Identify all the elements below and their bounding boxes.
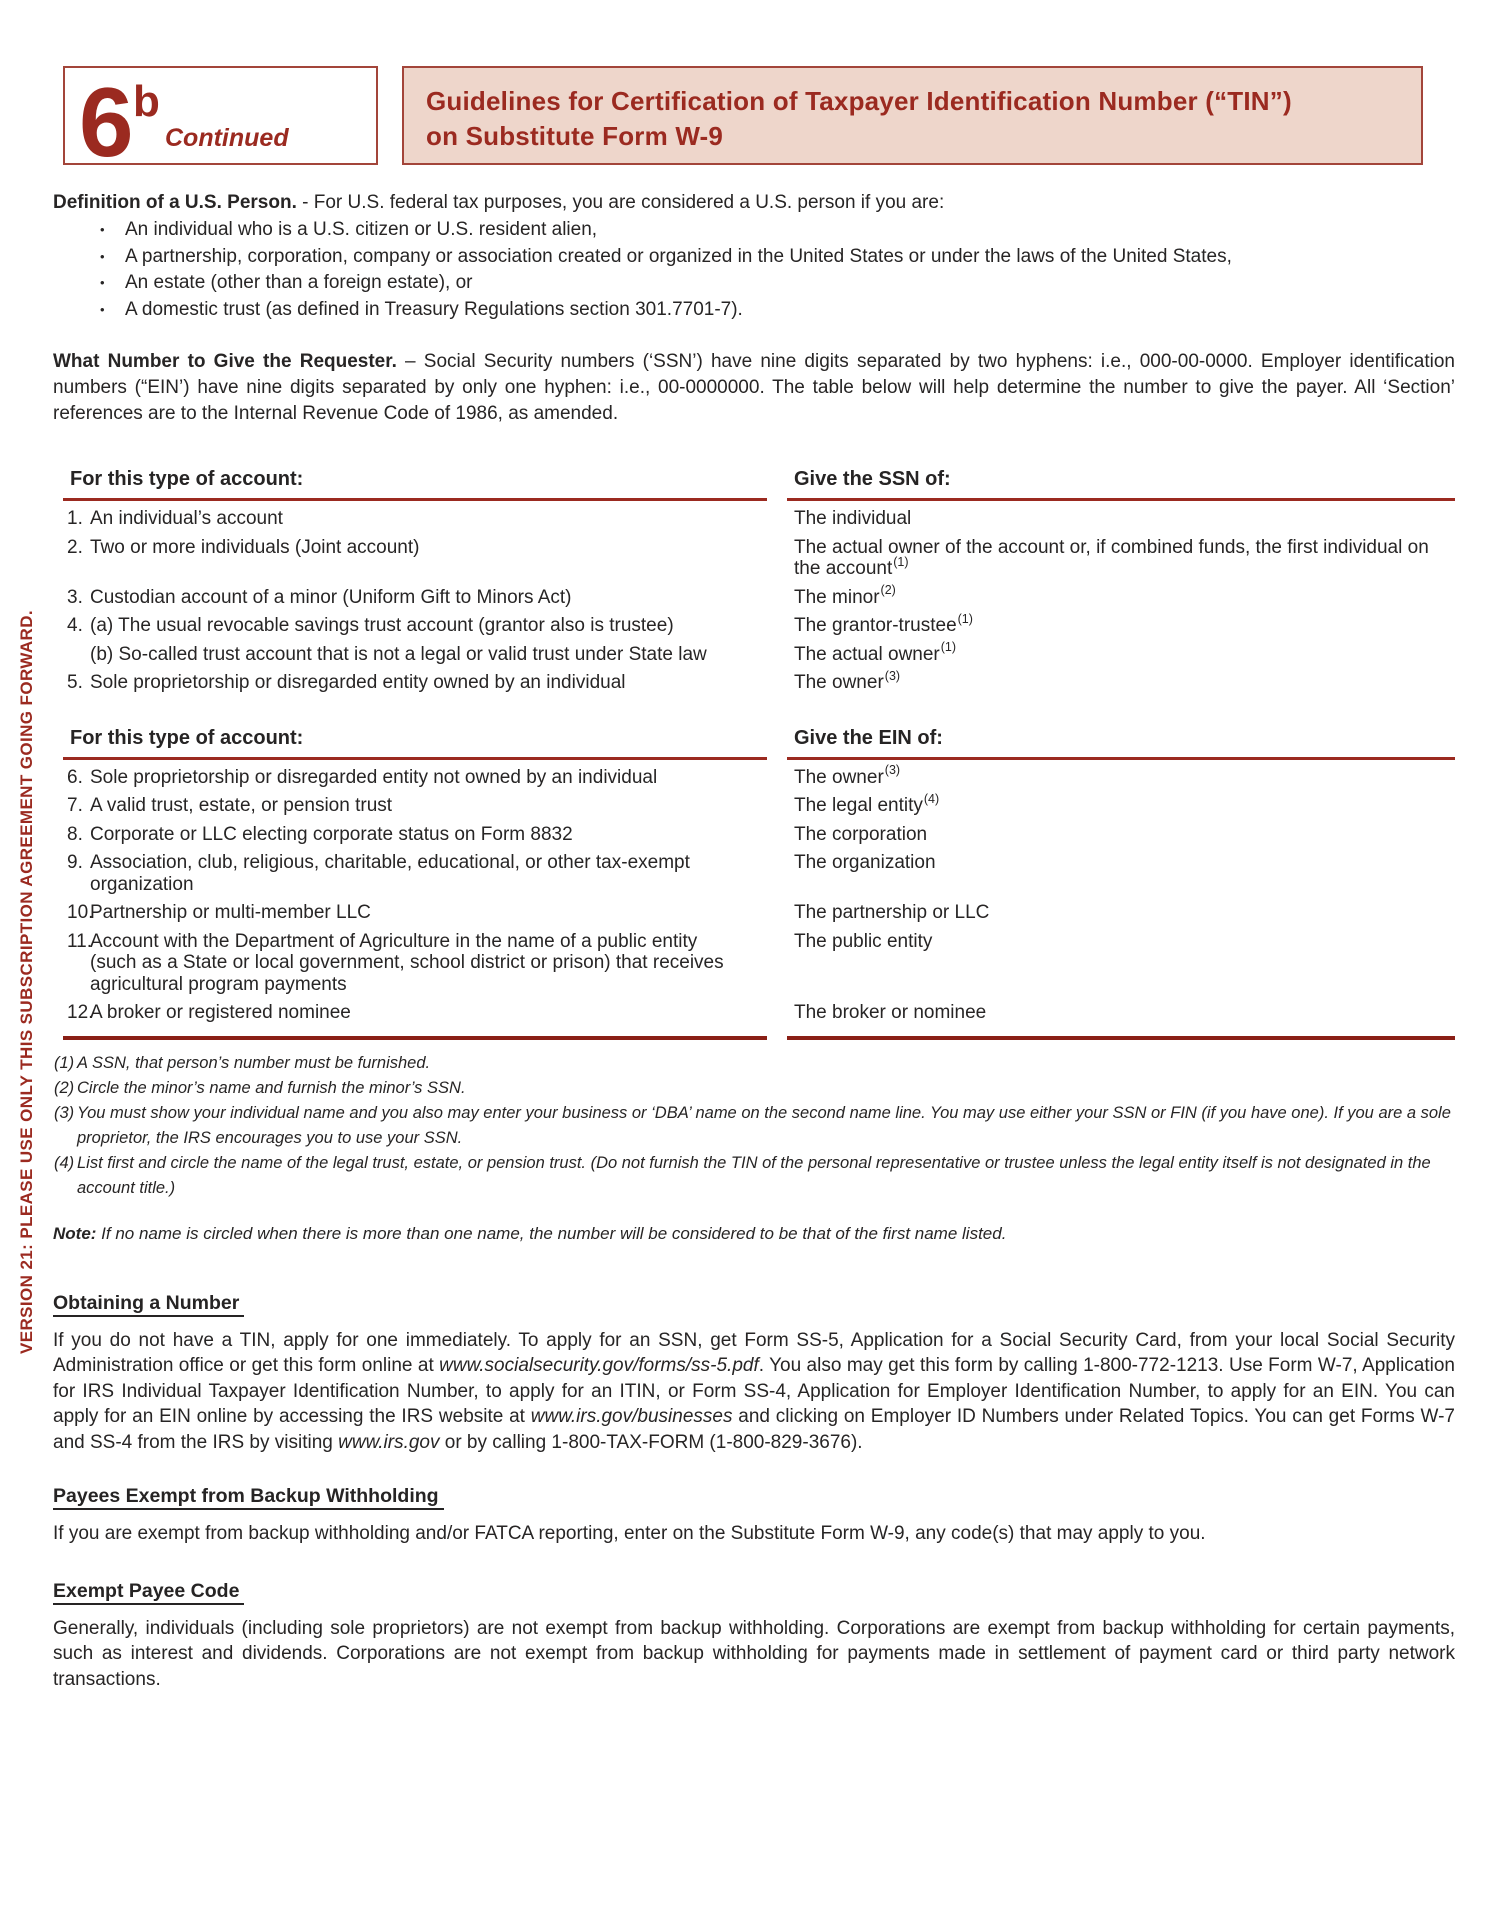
give-number-text: The grantor-trustee [794, 615, 957, 636]
row-number: 4. [67, 615, 83, 636]
account-type-text: Partnership or multi-member LLC [90, 902, 371, 923]
url-text: www.irs.gov [338, 1431, 440, 1453]
page-title-line2: on Substitute Form W-9 [426, 120, 724, 151]
account-type-text: A broker or registered nominee [90, 1002, 351, 1023]
account-type-cell [63, 931, 767, 996]
give-number-cell [787, 824, 1455, 846]
note-paragraph [53, 1222, 1455, 1246]
give-number-text: The owner [794, 672, 884, 693]
footnote-marker: (1) [893, 554, 909, 569]
give-number-text: The legal entity [794, 795, 923, 816]
version-margin-note: VERSION 21: PLEASE USE ONLY THIS SUBSCRIPTION AGREEMENT GOING FORWARD. [17, 610, 36, 1354]
exempt-payee-code-heading [53, 1580, 1455, 1603]
footnotes [53, 1051, 1455, 1201]
table-row [63, 902, 1455, 924]
ssn-table-body [63, 508, 1455, 694]
payees-exempt-heading [53, 1485, 1455, 1508]
obtaining-number-heading [53, 1292, 1455, 1315]
row-number [63, 644, 90, 666]
what-number-paragraph [53, 349, 1455, 427]
give-number-text: The corporation [794, 823, 928, 845]
account-type-cell [63, 902, 767, 924]
row-number: 1. [67, 508, 83, 529]
footnote-label: (4) [54, 1153, 75, 1172]
account-type-cell [63, 672, 767, 694]
payees-exempt-paragraph: If you are exempt from backup withholding and/or FATCA reporting, enter on the Substitute Form W-9, any code(s) that may apply to you. [53, 1523, 1206, 1544]
account-type-cell [63, 852, 767, 895]
footnote-text: A SSN, that person’s number must be furnished. [77, 1053, 431, 1072]
page-header [63, 66, 1455, 177]
give-number-cell [787, 537, 1455, 580]
footnote-marker [989, 899, 990, 913]
footnote-marker [936, 849, 937, 863]
section-number-box [63, 66, 378, 177]
give-number-text: The public entity [794, 930, 933, 952]
give-number-text: The actual owner of the account or, if combined funds, the first individual on the account [794, 536, 1429, 579]
footnote-row [53, 1051, 1455, 1076]
payees-exempt-heading-text: Payees Exempt from Backup Withholding [53, 1485, 444, 1510]
row-number: 10. [67, 902, 94, 923]
row-number: 7. [67, 795, 83, 816]
row-number: 5. [67, 672, 83, 693]
account-type-header: For this type of account: [63, 468, 767, 501]
row-number: 8. [67, 823, 83, 845]
footnote-marker [927, 820, 928, 834]
ssn-account-table [63, 468, 1455, 694]
account-type-text: Association, club, religious, charitable, educational, or other tax-exempt organization [90, 852, 690, 895]
give-number-cell [787, 668, 1455, 694]
row-number: 11. [67, 930, 93, 952]
account-type-text: Sole proprietorship or disregarded entity not owned by an individual [90, 766, 658, 788]
table-row [63, 763, 1455, 789]
account-type-cell [63, 508, 767, 530]
account-type-text: Sole proprietorship or disregarded entity owned by an individual [90, 672, 626, 693]
give-number-cell [787, 508, 1455, 530]
paragraph-text: . You also may get this form by calling 1-800-772-1213. Use Form W-7, Application for IRS Individual Taxpayer Identification Number, to apply for an ITIN, or Form SS-4, Application for Employer Identification Number, to apply for an EIN. You can apply for an EIN online by accessing the IRS website at [53, 1355, 1455, 1427]
give-ein-header: Give the EIN of: [787, 727, 1455, 760]
footnote-marker: (3) [884, 763, 901, 778]
obtaining-number-paragraph [53, 1328, 1455, 1456]
row-number: 6. [67, 766, 83, 788]
footnote-text: Circle the minor’s name and furnish the minor’s SSN. [77, 1078, 466, 1097]
account-type-cell [63, 1002, 767, 1024]
title-box [402, 66, 1423, 165]
exempt-payee-code-paragraph: Generally, individuals (including sole proprietors) are not exempt from backup withholding. Corporations are exempt from backup withholding for certain payments, such as interest and dividends. Corporations are not exempt from backup withholding for payments made in settlement of payment card or third party network transactions. [53, 1617, 1455, 1690]
footnote-label: (3) [54, 1103, 75, 1122]
what-number-lead: What Number to Give the Requester. [53, 351, 397, 372]
section-number: 6 [79, 67, 134, 177]
account-type-text: (a) The usual revocable savings trust account (grantor also is trustee) [90, 615, 674, 636]
account-type-cell [63, 615, 767, 637]
footnote-marker: (1) [940, 640, 957, 655]
give-number-cell [787, 583, 1455, 609]
url-text: www.socialsecurity.gov/forms/ss-5.pdf [439, 1355, 759, 1376]
table-row [63, 668, 1455, 694]
ssn-table-header-row [63, 468, 1455, 501]
note-label: Note: [53, 1223, 97, 1243]
give-number-cell [787, 640, 1455, 666]
ein-table-body [63, 763, 1455, 1024]
definition-bullet-item: • An individual who is a U.S. citizen or U.S. resident alien, [100, 217, 1455, 244]
give-number-cell [787, 902, 1455, 924]
row-number: 9. [67, 852, 83, 873]
account-type-cell [63, 644, 767, 666]
paragraph-text: and clicking on Employer ID Numbers under Related Topics. You can get Forms W-7 and SS-4 from the IRS by visiting [53, 1406, 1455, 1453]
section-letter: b [133, 77, 160, 126]
account-type-text: Account with the Department of Agriculture in the name of a public entity (such as a State or local government, school district or prison) that receives agricultural program payments [90, 930, 724, 995]
account-type-text: (b) So-called trust account that is not a legal or valid trust under State law [90, 643, 707, 665]
exempt-payee-code-heading-text: Exempt Payee Code [53, 1580, 244, 1605]
footnote-marker: (1) [957, 611, 973, 626]
footnote-row [53, 1076, 1455, 1101]
give-number-text: The owner [794, 766, 884, 788]
give-number-text: The partnership or LLC [794, 902, 990, 923]
ein-account-table [63, 727, 1455, 1040]
give-number-cell [787, 611, 1455, 637]
ein-table-header-row [63, 727, 1455, 760]
table-row [63, 824, 1455, 846]
footnote-marker [932, 927, 933, 941]
obtaining-number-heading-text: Obtaining a Number [53, 1292, 244, 1317]
account-type-text: Two or more individuals (Joint account) [90, 536, 420, 558]
row-number: 3. [67, 586, 83, 608]
give-ssn-header: Give the SSN of: [787, 468, 1455, 501]
definition-paragraph [53, 190, 1455, 216]
give-number-cell [787, 763, 1455, 789]
account-type-cell [63, 795, 767, 817]
account-type-cell [63, 587, 767, 609]
footnote-row [53, 1151, 1455, 1201]
footnote-text: List first and circle the name of the legal trust, estate, or pension trust. (Do not furnish the TIN of the personal representative or trustee unless the legal entity itself is not designated in the account title.) [77, 1153, 1431, 1197]
give-number-text: The actual owner [794, 643, 940, 665]
table-row [63, 852, 1455, 895]
table-bottom-rule-right [787, 1036, 1455, 1040]
footnote-label: (1) [54, 1053, 75, 1072]
url-text: www.irs.gov/businesses [530, 1406, 733, 1427]
page-content [53, 66, 1455, 1692]
footnote-marker: (2) [880, 583, 896, 598]
give-number-text: The broker or nominee [794, 1002, 987, 1023]
table-row [63, 583, 1455, 609]
definition-bullet-item: • A domestic trust (as defined in Treasury Regulations section 301.7701-7). [100, 297, 1455, 324]
table-row [63, 508, 1455, 530]
row-number: 12. [67, 1002, 94, 1023]
what-number-rest: – Social Security numbers (‘SSN’) have nine digits separated by two hyphens: i.e., 000-00-0000. Employer identification numbers (“EIN’) have nine digits separated by only one hyphen: i.e., 00-0000000. The table below will help determine the number to give the payer. All ‘Section’ references are to the Internal Revenue Code of 1986, as amended. [53, 351, 1455, 424]
table-bottom-rule-left [63, 1036, 767, 1040]
footnote-row [53, 1101, 1455, 1151]
table-row [63, 1002, 1455, 1024]
give-number-text: The minor [794, 586, 880, 608]
footnote-marker: (3) [884, 668, 901, 683]
table-row [63, 640, 1455, 666]
paragraph-text: If you do not have a TIN, apply for one immediately. To apply for an SSN, get Form SS-5, Application for a Social Security Card, from your local Social Security Administration office or get this form online at [53, 1329, 1455, 1376]
account-type-text: An individual’s account [90, 508, 283, 529]
footnote-marker [986, 999, 987, 1013]
note-text: If no name is circled when there is more than one name, the number will be considered to be that of the first name listed. [96, 1223, 1007, 1243]
give-number-cell [787, 931, 1455, 996]
definition-rest: - For U.S. federal tax purposes, you are considered a U.S. person if you are: [296, 192, 945, 213]
page-title-line1: Guidelines for Certification of Taxpayer Identification Number (“TIN”) [426, 85, 1292, 116]
give-number-cell [787, 1002, 1455, 1024]
account-type-cell [63, 824, 767, 846]
give-number-text: The individual [794, 508, 912, 529]
footnote-marker: (4) [923, 791, 940, 806]
definition-lead: Definition of a U.S. Person. [53, 192, 297, 213]
footnote-label: (2) [54, 1078, 75, 1097]
footnote-marker [911, 505, 912, 519]
table-row [63, 611, 1455, 637]
table-row [63, 537, 1455, 580]
definition-bullet-list [53, 217, 1455, 323]
table-bottom-rule [63, 1036, 1455, 1040]
row-number: 2. [67, 536, 83, 558]
account-type-cell [63, 537, 767, 580]
give-number-text: The organization [794, 852, 936, 873]
footnote-text: You must show your individual name and you also may enter your business or ‘DBA’ name on the second name line. You may use either your SSN or FIN (if you have one). If you are a sole proprietor, the IRS encourages you to use your SSN. [77, 1103, 1451, 1147]
paragraph-text: or by calling 1-800-TAX-FORM (1-800-829-3676). [439, 1431, 863, 1453]
definition-bullet-item: • An estate (other than a foreign estate), or [100, 270, 1455, 297]
definition-bullet-item: • A partnership, corporation, company or association created or organized in the United States or under the laws of the United States, [100, 244, 1455, 271]
account-type-text: Custodian account of a minor (Uniform Gift to Minors Act) [90, 586, 572, 608]
table-row [63, 931, 1455, 996]
account-type-header: For this type of account: [63, 727, 767, 760]
account-type-cell [63, 767, 767, 789]
table-row [63, 791, 1455, 817]
account-type-text: Corporate or LLC electing corporate status on Form 8832 [90, 823, 573, 845]
give-number-cell [787, 791, 1455, 817]
account-type-text: A valid trust, estate, or pension trust [90, 795, 393, 816]
give-number-cell [787, 852, 1455, 895]
continued-label: Continued [165, 124, 289, 152]
